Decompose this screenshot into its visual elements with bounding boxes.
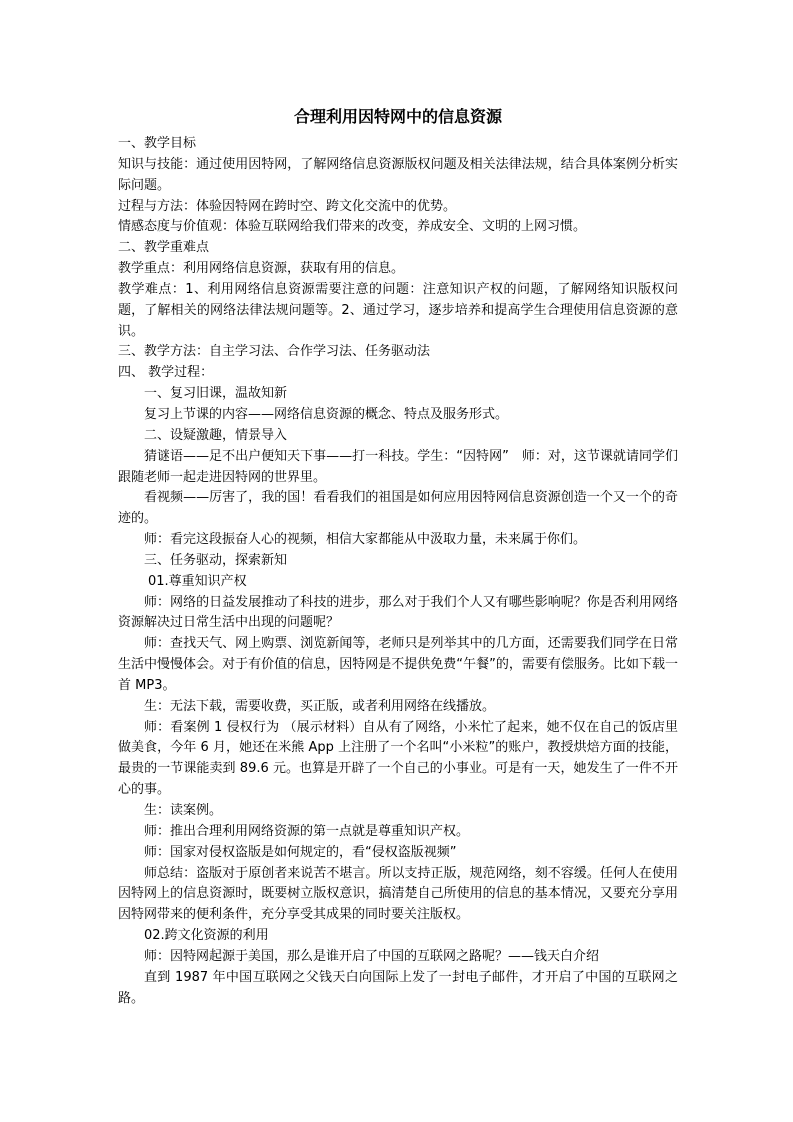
paragraph: 二、设疑激趣，情景导入 [144,427,288,443]
paragraph: 直到 1987 年中国互联网之父钱天白向国际上发了一封电子邮件，才开启了中国的互联网之路。 [118,969,678,1006]
paragraph: 01.尊重知识产权 [148,573,247,589]
document-title: 合理利用因特网中的信息资源 [293,107,502,126]
document-page [118,104,678,1009]
paragraph: 师：看完这段振奋人心的视频，相信大家都能从中汲取力量，未来属于你们。 [144,532,587,548]
paragraph: 知识与技能：通过使用因特网，了解网络信息资源版权问题及相关法律法规，结合具体案例分析实际问题。 [118,156,678,193]
paragraph: 师：因特网起源于美国，那么是谁开启了中国的互联网之路呢？——钱天白介绍 [144,948,600,964]
paragraph: 教学难点：1、利用网络信息资源需要注意的问题：注意知识产权的问题，了解网络知识版权问题，了解相关的网络法律法规问题等。2、通过学习，逐步培养和提高学生合理使用信息资源的意识。 [118,281,678,339]
paragraph: 一、教学目标 [118,136,197,151]
paragraph: 生：读案例。 [144,803,223,818]
paragraph: 复习上节课的内容——网络信息资源的概念、特点及服务形式。 [144,406,509,422]
paragraph: 师：看案例 1 侵权行为 （展示材料）自从有了网络，小米忙了起来，她不仅在自己的饭店里做美食，今年 6 月，她还在米熊 App 上注册了一个名叫“小米粒”的账户，教授烘焙方面的技能，最贵的一节课能卖到 89.6 元。也算是开辟了一个自己的小事业。可是有一天，她发生了一件不开心的事。 [118,719,678,798]
paragraph: 四、 教学过程： [118,365,214,381]
paragraph: 三、教学方法：自主学习法、合作学习法、任务驱动法 [118,344,431,360]
paragraph: 过程与方法：体验因特网在跨时空、跨文化交流中的优势。 [118,198,457,214]
paragraph: 看视频——厉害了，我的国！看看我们的祖国是如何应用因特网信息资源创造一个又一个的奇迹的。 [118,490,678,527]
paragraph: 三、任务驱动，探索新知 [144,552,288,568]
paragraph: 情感态度与价值观：体验互联网给我们带来的改变，养成安全、文明的上网习惯。 [118,219,587,235]
paragraph: 师：网络的日益发展推动了科技的进步，那么对于我们个人又有哪些影响呢？你是否利用网络资源解决过日常生活中出现的问题呢？ [118,594,678,631]
document-body [118,134,678,1009]
paragraph: 生：无法下载，需要收费，买正版，或者利用网络在线播放。 [144,698,496,714]
paragraph: 一、复习旧课，温故知新 [144,386,288,402]
paragraph: 二、教学重难点 [118,240,210,256]
paragraph: 师：国家对侵权盗版是如何规定的，看“侵权盗版视频” [144,844,457,860]
paragraph: 猜谜语——足不出户便知天下事——打一科技。学生：“因特网” 师：对，这节课就请同学们跟随老师一起走进因特网的世界里。 [118,448,678,485]
paragraph: 师：推出合理利用网络资源的第一点就是尊重知识产权。 [144,823,470,839]
paragraph: 02.跨文化资源的利用 [144,928,269,944]
paragraph: 师总结：盗版对于原创者来说苦不堪言。所以支持正版，规范网络，刻不容缓。任何人在使用因特网上的信息资源时，既要树立版权意识，搞清楚自己所使用的信息的基本情况，又要充分享用因特网带来的便利条件，充分享受其成果的同时要关注版权。 [118,865,678,923]
paragraph: 师：查找天气、网上购票、浏览新闻等，老师只是列举其中的几方面，还需要我们同学在日常生活中慢慢体会。对于有价值的信息，因特网是不提供免费“午餐”的，需要有偿服务。比如下载一首 MP3。 [118,636,678,693]
paragraph: 教学重点：利用网络信息资源，获取有用的信息。 [118,261,405,277]
